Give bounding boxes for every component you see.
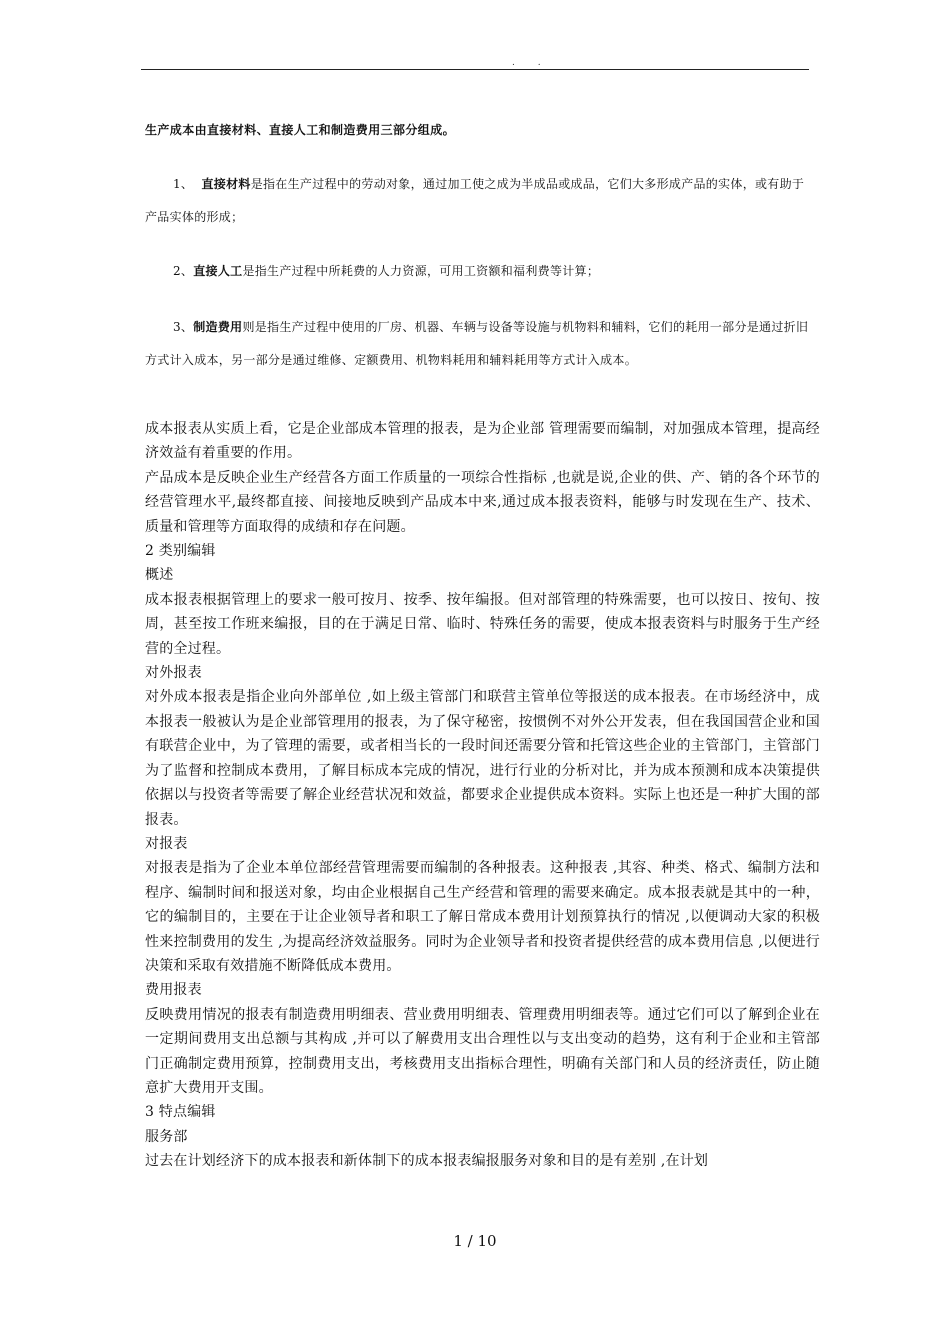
body-text <box>145 417 820 1174</box>
body-paragraph: 反映费用情况的报表有制造费用明细表、营业费用明细表、管理费用明细表等。通过它们可以了解到企业在一定期间费用支出总额与其构成 ,并可以了解费用支出合理性以与支出变动的趋势，这有利于企业和主管部门正确制定费用预算，控制费用支出，考核费用支出指标合理性，明确有关部门和人员的经济责任，防止随意扩大费用开支围。 <box>145 1006 820 1096</box>
header-dots: . . <box>512 58 551 68</box>
intro-item-num: 2、 <box>173 264 194 278</box>
header-rule <box>141 69 809 70</box>
body-paragraph: 产品成本是反映企业生产经营各方面工作质量的一项综合性指标 ,也就是说,企业的供、产、销的各个环节的经营管理水平,最终都直接、间接地反映到产品成本中来,通过成本报表资料，能够与时发现在生产、技术、质量和管理等方面取得的成绩和存在问题。 <box>145 469 820 535</box>
subheading: 概述 <box>145 567 174 584</box>
intro-item-term: 直接人工 <box>193 264 243 278</box>
subheading: 对报表 <box>145 835 188 852</box>
intro-item-1 <box>145 168 815 234</box>
intro-item-term: 直接材料 <box>201 177 251 191</box>
subheading: 费用报表 <box>145 982 202 999</box>
body-paragraph: 对报表是指为了企业本单位部经营管理需要而编制的各种报表。这种报表 ,其容、种类、格式、编制方法和程序、编制时间和报送对象，均由企业根据自己生产经营和管理的需要来确定。成本报表就是其中的一种，它的编制目的，主要在于让企业领导者和职工了解日常成本费用计划预算执行的情况 ,以便调动大家的积极性来控制费用的发生 ,为提高经济效益服务。同时为企业领导者和投资者提供经营的成本费用信息 ,以便进行决策和采取有效措施不断降低成本费用。 <box>145 860 820 974</box>
intro-item-num: 3、 <box>173 320 194 334</box>
subheading: 服务部 <box>145 1128 188 1145</box>
section-heading: 3 特点编辑 <box>145 1104 216 1121</box>
intro-lead: 生产成本由直接材料、直接人工和制造费用三部分组成。 <box>145 123 456 137</box>
body-paragraph: 成本报表从实质上看，它是企业部成本管理的报表，是为企业部 管理需要而编制，对加强成本管理，提高经济效益有着重要的作用。 <box>145 421 820 462</box>
body-paragraph: 对外成本报表是指企业向外部单位 ,如上级主管部门和联营主管单位等报送的成本报表。在市场经济中，成本报表一般被认为是企业部管理用的报表，为了保守秘密，按惯例不对外公开发表，但在我国国营企业和国有联营企业中，为了管理的需要，或者相当长的一段时间还需要分管和托管这些企业的主管部门，主管部门为了监督和控制成本费用，了解目标成本完成的情况，进行行业的分析对比，并为成本预测和成本决策提供依据以与投资者等需要了解企业经营状况和效益，都要求企业提供成本资料。实际上也还是一种扩大围的部报表。 <box>145 689 820 828</box>
intro-item-text: 是指在生产过程中的劳动对象，通过加工使之成为半成品或成品，它们大多形成产品的实体，或有助于产品实体的形成； <box>145 177 805 224</box>
intro-item-text: 则是指生产过程中使用的厂房、机器、车辆与设备等设施与机物料和辅料，它们的耗用一部分是通过折旧方式计入成本，另一部分是通过维修、定额费用、机物料耗用和辅料耗用等方式计入成本。 <box>145 320 809 367</box>
intro-item-2 <box>145 255 815 288</box>
section-heading: 2 类别编辑 <box>145 543 216 560</box>
body-paragraph: 过去在计划经济下的成本报表和新体制下的成本报表编报服务对象和目的是有差别 ,在计划 <box>145 1153 709 1170</box>
body-paragraph: 成本报表根据管理上的要求一般可按月、按季、按年编报。但对部管理的特殊需要，也可以按日、按旬、按周，甚至按工作班来编报，目的在于满足日常、临时、特殊任务的需要，使成本报表资料与时服务于生产经营的全过程。 <box>145 591 820 657</box>
intro-item-text: 是指生产过程中所耗费的人力资源，可用工资额和福利费等计算； <box>242 264 600 278</box>
page-number: 1 / 10 <box>453 1232 497 1250</box>
intro-item-term: 制造费用 <box>193 320 243 334</box>
intro-item-3 <box>145 311 815 377</box>
intro-item-num: 1、 <box>173 177 194 191</box>
subheading: 对外报表 <box>145 665 202 682</box>
